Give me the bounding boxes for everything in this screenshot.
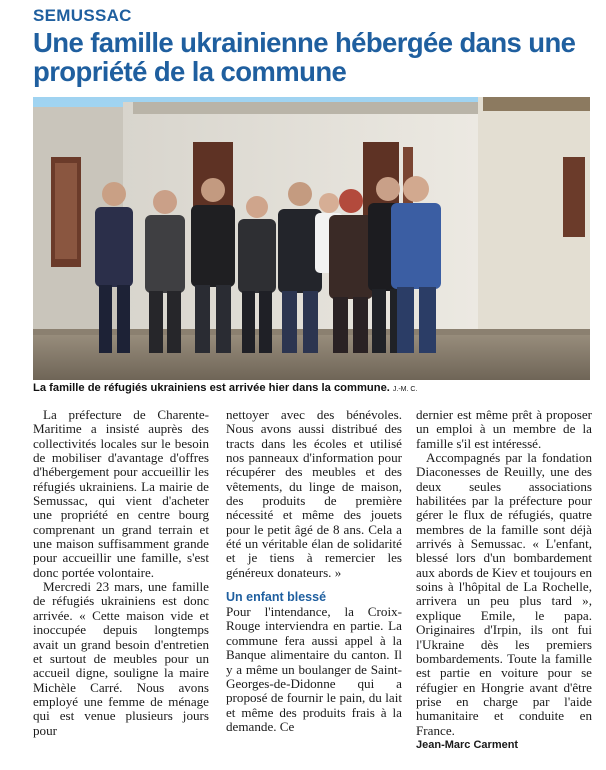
- paragraph: La préfecture de Charente-Maritime a insisté auprès des collectivités locales sur le besoin de mobiliser d'avantage d'offres d'hébergement pour accueillir les réfugiés ukrainiens. La mairie de Semussac, qui vient d'acheter une propriété en centre bourg comprenant un grand terrain et une maison suffisamment grande pour accueillir une famille, s'est donc portée volontaire.: [33, 407, 209, 580]
- paragraph: Accompagnés par la fondation Diaconesses de Reuilly, une des deux seules associations habilitées par la préfecture pour gérer le flux de réfugiés, quatre membres de la famille sont déjà arrivés à Semussac. « L'enfant, blessé lors d'un bombardement aux abords de Kiev et toujours en soins à l'hôpital de La Rochelle, arrivera un peu plus tard », explique Emile, le papa. Originaires d'Irpin, ils ont fui l'Ukraine dès les premiers bombardements. Toute la famille est partie en voiture pour se réfugier en Hongrie avant d'être prise en charge par l'aide humanitaire et conduite en France.: [416, 450, 592, 738]
- photo-caption: [33, 382, 593, 394]
- paragraph: Mercredi 23 mars, une famille de réfugiés ukrainiens est donc arrivée. « Cette maison vide et inoccupée depuis longtemps avait un grand besoin d'entretien et surtout de meubles pour un accueil digne, souligne la maire Michèle Carré. Nous avons employé une femme de ménage qui est venue plusieurs jours pour: [33, 579, 209, 738]
- article-column-1: [33, 408, 209, 738]
- paragraph: dernier est même prêt à proposer un emploi à un membre de la famille s'il est intéressé.: [416, 407, 592, 451]
- photo-caption-text: La famille de réfugiés ukrainiens est arrivée hier dans la commune.: [33, 382, 390, 394]
- paragraph: Pour l'intendance, la Croix-Rouge interviendra en partie. La commune fera aussi appel à la Banque alimentaire du canton. Il y a même un boulanger de Saint-Georges-de-Didonne qui a proposé de fournir le pain, du lait et même des produits frais à la demande. Ce: [226, 604, 402, 734]
- article-headline: Une famille ukrainienne hébergée dans une propriété de la commune: [33, 27, 576, 87]
- article-photo: [33, 97, 590, 380]
- article-byline: Jean-Marc Carment: [416, 738, 519, 751]
- paragraph: nettoyer avec des bénévoles. Nous avons aussi distribué des tracts dans les écoles et utilisé nos panneaux d'information pour récupérer des meubles et des vêtements, du linge de maison, des produits de première nécessité et même des jouets pour le petit âgé de 8 ans. Cela a été un véritable élan de solidarité et je tiens à remercier les généreux donateurs. »: [226, 407, 402, 580]
- article-column-2: [226, 408, 402, 734]
- article-subhead: Un enfant blessé: [226, 590, 327, 605]
- photo-credit: J.-M. C.: [392, 386, 418, 393]
- article-kicker: SEMUSSAC: [33, 6, 132, 25]
- article-column-3: [416, 408, 592, 752]
